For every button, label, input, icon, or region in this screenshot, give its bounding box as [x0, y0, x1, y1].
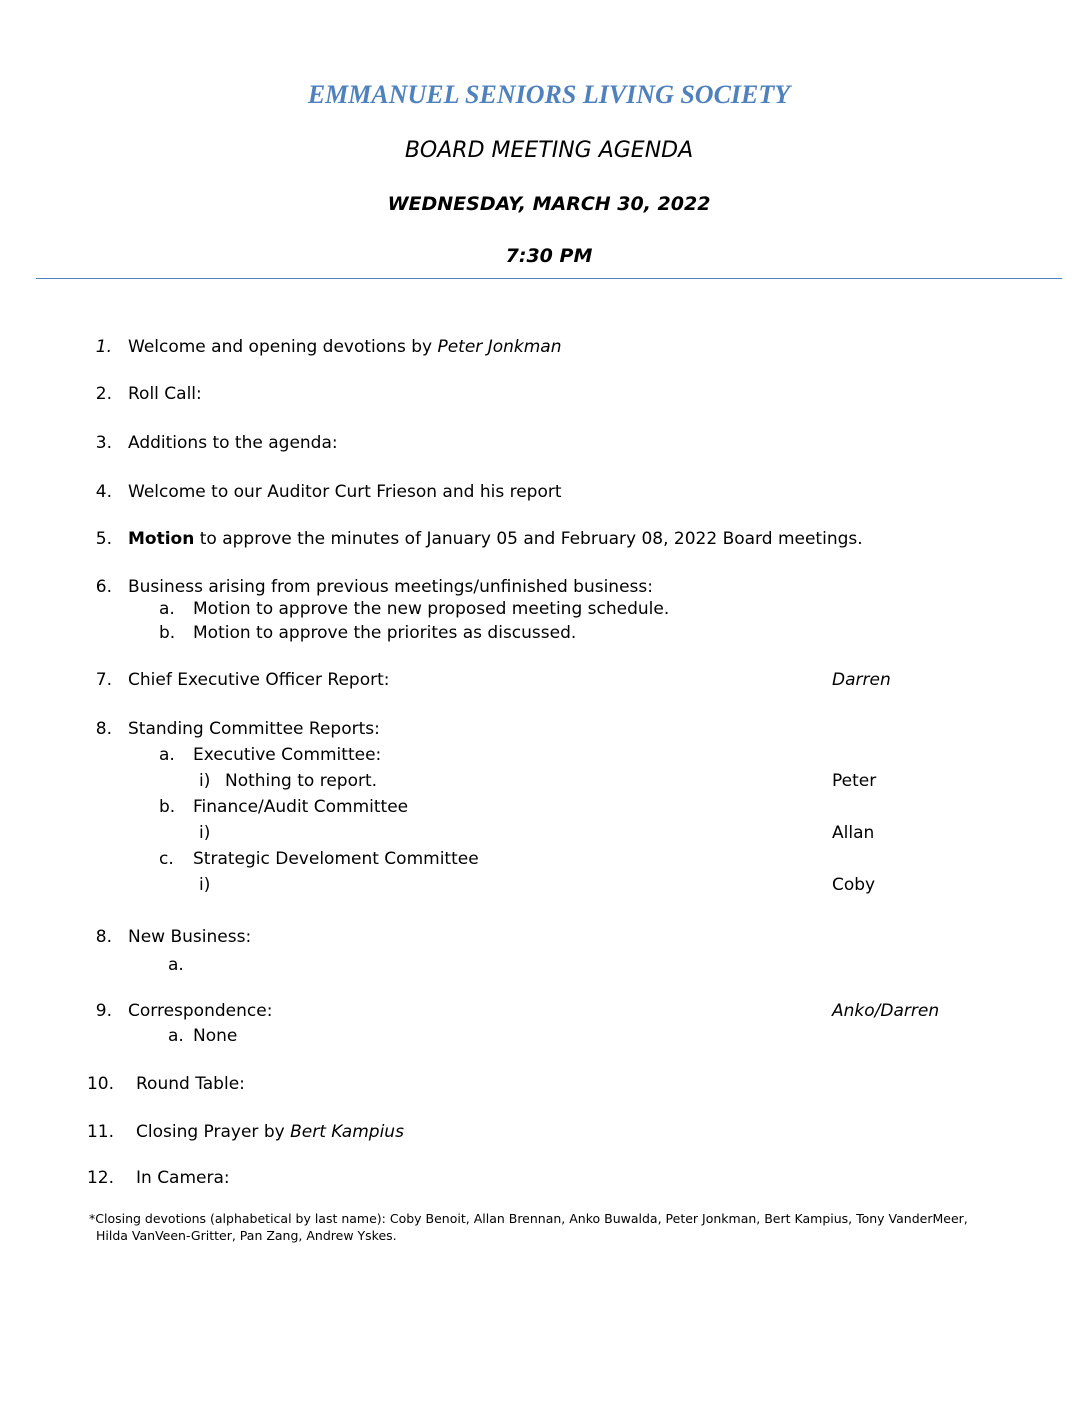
header-divider [36, 278, 1062, 279]
agenda-item-11 [136, 1122, 404, 1142]
agenda-item-3: Additions to the agenda: [128, 433, 338, 453]
agenda-item-12: In Camera: [136, 1168, 230, 1188]
footnote-line-1: *Closing devotions (alphabetical by last name): Coby Benoit, Allan Brennan, Anko Buwalda, Peter Jonkman, Bert Kampius, Tony VanderMeer, [89, 1211, 968, 1226]
agenda-item-8: Standing Committee Reports: [128, 719, 380, 739]
item-number: 6. [95, 577, 112, 597]
item-person: Bert Kampius [290, 1122, 404, 1142]
item-person: Darren [832, 670, 891, 690]
sub-item-text: Finance/Audit Committee [193, 797, 409, 817]
agenda-item-new-business: New Business: [128, 927, 252, 947]
sub-item-text: Motion to approve the priorites as discussed. [193, 623, 577, 643]
agenda-item-7: Chief Executive Officer Report: [128, 670, 390, 690]
agenda-item-6: Business arising from previous meetings/unfinished business: [128, 577, 653, 597]
meeting-time: 7:30 PM [505, 245, 593, 267]
item-person: Peter Jonkman [437, 337, 562, 357]
sub-item-letter: c. [159, 849, 174, 869]
item-number: 8. [95, 927, 112, 947]
item-person: Peter [832, 771, 877, 791]
item-number: 7. [95, 670, 112, 690]
agenda-item-4: Welcome to our Auditor Curt Frieson and his report [128, 482, 562, 502]
sub-item-text: Strategic Develoment Committee [193, 849, 479, 869]
item-number: 9. [95, 1001, 112, 1021]
agenda-item-5 [128, 529, 863, 549]
item-number: 4. [95, 482, 112, 502]
item-number: 11. [86, 1122, 114, 1142]
footnote-line-2: Hilda VanVeen-Gritter, Pan Zang, Andrew Yskes. [96, 1228, 397, 1243]
sub-sub-text: Nothing to report. [225, 771, 378, 791]
item-number: 5. [95, 529, 112, 549]
motion-label: Motion [128, 529, 195, 549]
agenda-item-1 [128, 337, 561, 357]
item-text: Closing Prayer by [136, 1122, 291, 1142]
item-number: 8. [95, 719, 112, 739]
sub-item-letter: a. [168, 955, 184, 975]
sub-item-letter: b. [159, 623, 176, 643]
item-number: 3. [95, 433, 112, 453]
sub-sub-number: i) [199, 875, 211, 895]
sub-item-letter: b. [159, 797, 176, 817]
agenda-item-2: Roll Call: [128, 384, 202, 404]
sub-item-text: Executive Committee: [193, 745, 382, 765]
sub-item-letter: a. [168, 1026, 184, 1046]
sub-sub-number: i) [199, 771, 211, 791]
item-text: Welcome and opening devotions by [128, 337, 438, 357]
sub-item-letter: a. [159, 599, 175, 619]
agenda-item-9: Correspondence: [128, 1001, 273, 1021]
document-title: BOARD MEETING AGENDA [404, 138, 694, 163]
organization-name: EMMANUEL SENIORS LIVING SOCIETY [307, 80, 791, 109]
item-person: Coby [832, 875, 876, 895]
sub-sub-number: i) [199, 823, 211, 843]
item-person: Anko/Darren [832, 1001, 940, 1021]
meeting-date: WEDNESDAY, MARCH 30, 2022 [387, 193, 711, 215]
sub-item-text: Motion to approve the new proposed meeting schedule. [193, 599, 670, 619]
sub-item-letter: a. [159, 745, 175, 765]
item-number: 1. [95, 337, 112, 357]
item-number: 10. [86, 1074, 114, 1094]
item-person: Allan [832, 823, 875, 843]
agenda-item-10: Round Table: [136, 1074, 245, 1094]
sub-item-text: None [193, 1026, 238, 1046]
item-number: 12. [86, 1168, 114, 1188]
item-text: to approve the minutes of January 05 and February 08, 2022 Board meetings. [194, 529, 863, 549]
item-number: 2. [95, 384, 112, 404]
